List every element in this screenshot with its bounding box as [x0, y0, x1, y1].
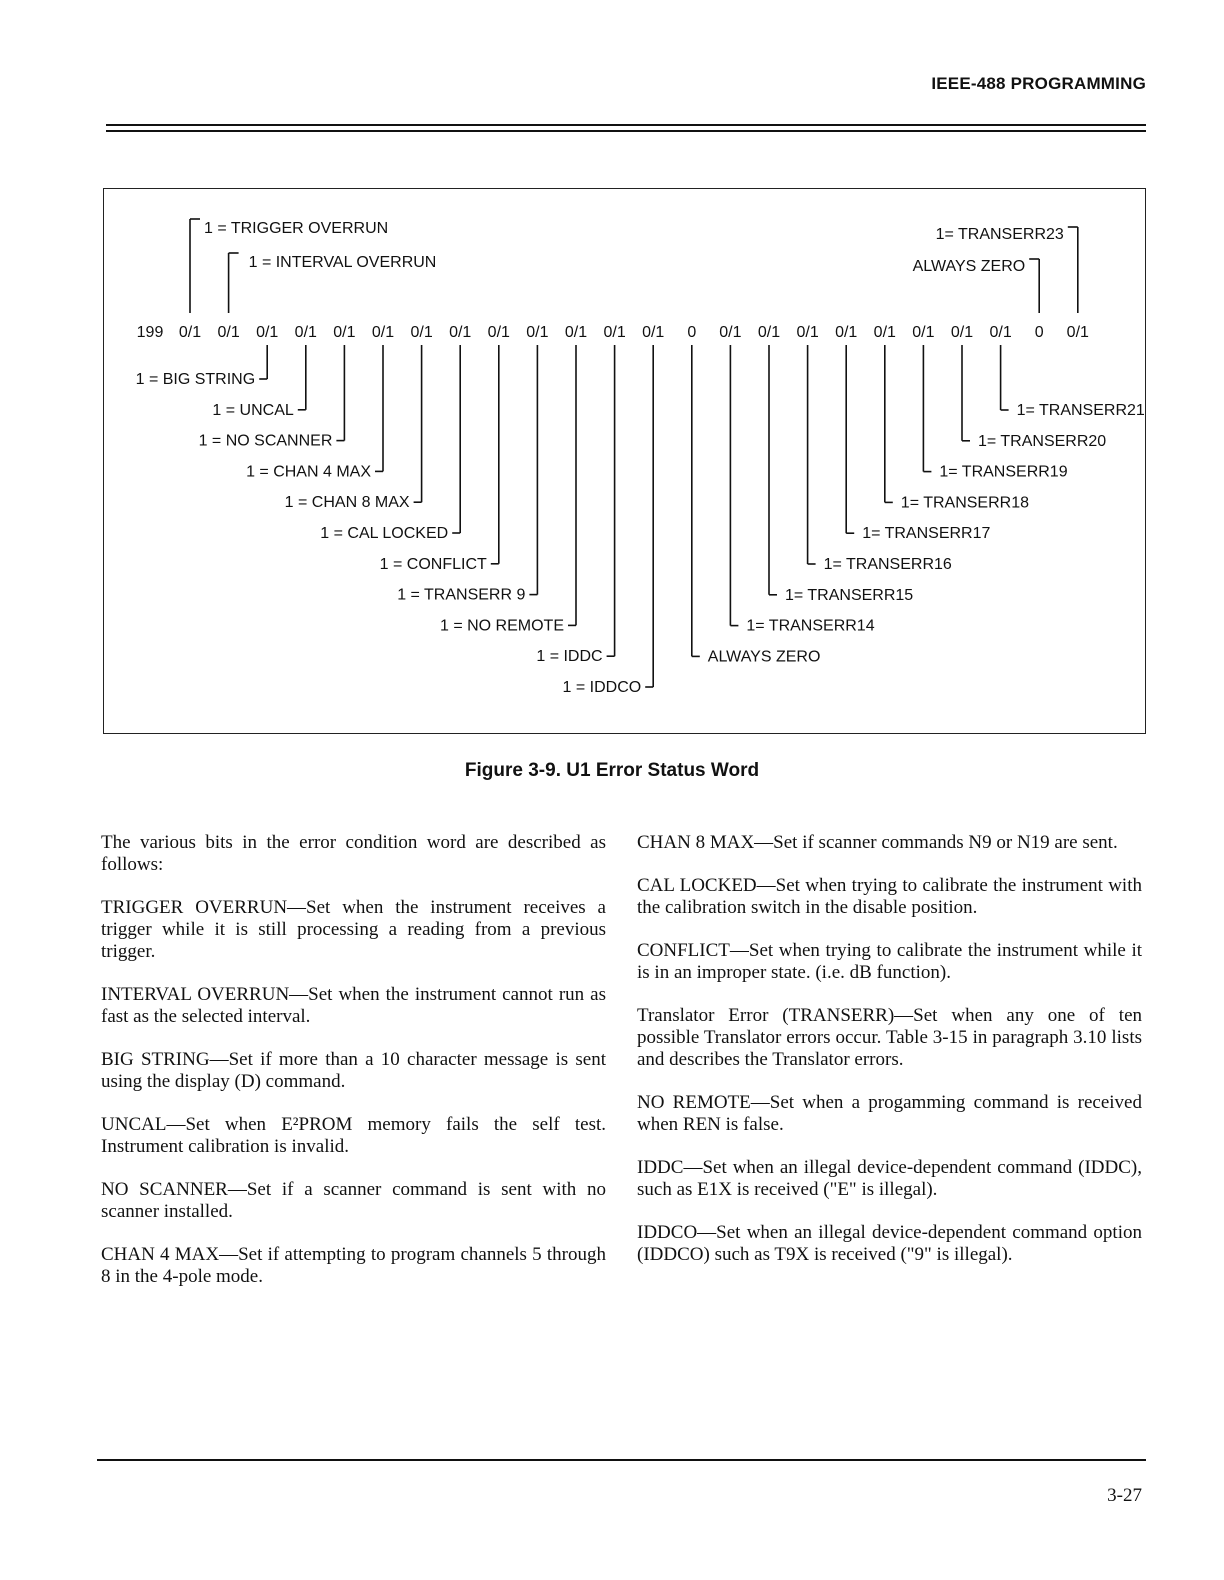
- uncal-paragraph: UNCAL—Set when E²PROM memory fails the self test. Instrument calibration is invalid.: [101, 1114, 606, 1157]
- running-header: IEEE-488 PROGRAMMING: [931, 74, 1146, 93]
- header-rule-1: [106, 124, 1146, 126]
- bit-18: 0/1: [835, 324, 858, 341]
- left-label-9: 1 = NO REMOTE: [439, 617, 564, 635]
- bit-11: 0/1: [564, 324, 588, 341]
- right-label-4: 1= TRANSERR18: [900, 494, 1030, 512]
- bit-15: 0/1: [719, 324, 742, 341]
- bit-10: 0/1: [526, 324, 549, 341]
- right-label-3: 1= TRANSERR19: [939, 463, 1068, 481]
- left-label-11: 1 = IDDCO: [562, 679, 642, 696]
- left-label-3: 1 = NO SCANNER: [198, 432, 333, 450]
- bit-14: 0: [687, 324, 697, 341]
- bit-17: 0/1: [796, 324, 819, 341]
- left-label-7: 1 = CONFLICT: [379, 555, 487, 573]
- trigger-overrun-label: 1 = TRIGGER OVERRUN: [204, 220, 389, 237]
- right-label-1: 1= TRANSERR21: [1016, 402, 1145, 419]
- transerr23-label: 1= TRANSERR23: [935, 226, 1064, 243]
- bit-1: 0/1: [178, 324, 202, 341]
- right-label-9: ALWAYS ZERO: [707, 648, 821, 666]
- big-string-paragraph: BIG STRING—Set if more than a 10 character message is sent using the display (D) command.: [101, 1049, 606, 1092]
- always-zero-top-label: ALWAYS ZERO: [912, 258, 1026, 275]
- interval-overrun-paragraph: INTERVAL OVERRUN—Set when the instrument cannot run as fast as the selected interval.: [101, 984, 606, 1027]
- bit-12: 0/1: [603, 324, 626, 341]
- intro-paragraph: The various bits in the error condition word are described as follows:: [101, 832, 606, 875]
- bit-19: 0/1: [873, 324, 896, 341]
- bit-5: 0/1: [333, 324, 356, 341]
- cal-locked-paragraph: CAL LOCKED—Set when trying to calibrate the instrument with the calibration switch in the disable position.: [637, 875, 1142, 918]
- bit-22: 0/1: [989, 324, 1012, 341]
- bit-diagram: [104, 189, 1147, 735]
- bit-16: 0/1: [757, 324, 781, 341]
- bit-20: 0/1: [912, 324, 935, 341]
- model-prefix: 199: [136, 324, 164, 341]
- bit-8: 0/1: [449, 324, 472, 341]
- right-label-8: 1= TRANSERR14: [746, 617, 875, 635]
- bit-9: 0/1: [487, 324, 510, 341]
- trigger-overrun-paragraph: TRIGGER OVERRUN—Set when the instrument receives a trigger while it is still processing a reading from a previous trigger.: [101, 897, 606, 962]
- bit-4: 0/1: [294, 324, 317, 341]
- interval-overrun-label: 1 = INTERVAL OVERRUN: [248, 254, 437, 271]
- bit-7: 0/1: [410, 324, 433, 341]
- bit-24: 0/1: [1066, 324, 1089, 341]
- right-label-7: 1= TRANSERR15: [785, 586, 914, 604]
- chan-8-max-paragraph: CHAN 8 MAX—Set if scanner commands N9 or N19 are sent.: [637, 832, 1118, 853]
- bit-3: 0/1: [256, 324, 279, 341]
- left-label-6: 1 = CAL LOCKED: [320, 525, 449, 542]
- header-rule-2: [106, 130, 1146, 132]
- left-label-2: 1 = UNCAL: [212, 401, 294, 419]
- figure-caption: Figure 3-9. U1 Error Status Word: [464, 760, 760, 781]
- bit-13: 0/1: [642, 324, 665, 341]
- error-status-word-figure: [103, 188, 1146, 734]
- no-remote-paragraph: NO REMOTE—Set when a progamming command is received when REN is false.: [637, 1092, 1142, 1135]
- chan-4-max-paragraph: CHAN 4 MAX—Set if attempting to program channels 5 through 8 in the 4-pole mode.: [101, 1244, 606, 1287]
- iddc-paragraph: IDDC—Set when an illegal device-dependent command (IDDC), such as E1X is received ("E" is illegal).: [637, 1157, 1142, 1200]
- transerr-paragraph: Translator Error (TRANSERR)—Set when any one of ten possible Translator errors occur. Table 3-15 in paragraph 3.10 lists and describes the Translator errors.: [637, 1005, 1142, 1070]
- conflict-paragraph: CONFLICT—Set when trying to calibrate the instrument while it is in an improper state. (i.e. dB function).: [637, 940, 1142, 983]
- no-scanner-paragraph: NO SCANNER—Set if a scanner command is sent with no scanner installed.: [101, 1179, 606, 1222]
- bit-2: 0/1: [217, 324, 240, 341]
- bit-21: 0/1: [950, 324, 974, 341]
- left-label-10: 1 = IDDC: [536, 648, 603, 666]
- left-label-1: 1 = BIG STRING: [135, 371, 256, 388]
- right-label-2: 1= TRANSERR20: [978, 432, 1107, 450]
- page-number: 3-27: [1107, 1485, 1142, 1506]
- bit-6: 0/1: [371, 324, 395, 341]
- bit-23: 0: [1034, 324, 1044, 341]
- left-label-8: 1 = TRANSERR 9: [397, 586, 526, 604]
- left-column: [101, 832, 606, 1309]
- right-label-5: 1= TRANSERR17: [862, 525, 991, 543]
- left-label-5: 1 = CHAN 8 MAX: [284, 494, 410, 512]
- right-column: [637, 832, 1142, 1287]
- right-label-6: 1= TRANSERR16: [823, 556, 952, 573]
- left-label-4: 1 = CHAN 4 MAX: [246, 463, 371, 481]
- iddco-paragraph: IDDCO—Set when an illegal device-dependent command option (IDDCO) such as T9X is received ("9" is illegal).: [637, 1222, 1142, 1265]
- footer-rule: [97, 1459, 1146, 1461]
